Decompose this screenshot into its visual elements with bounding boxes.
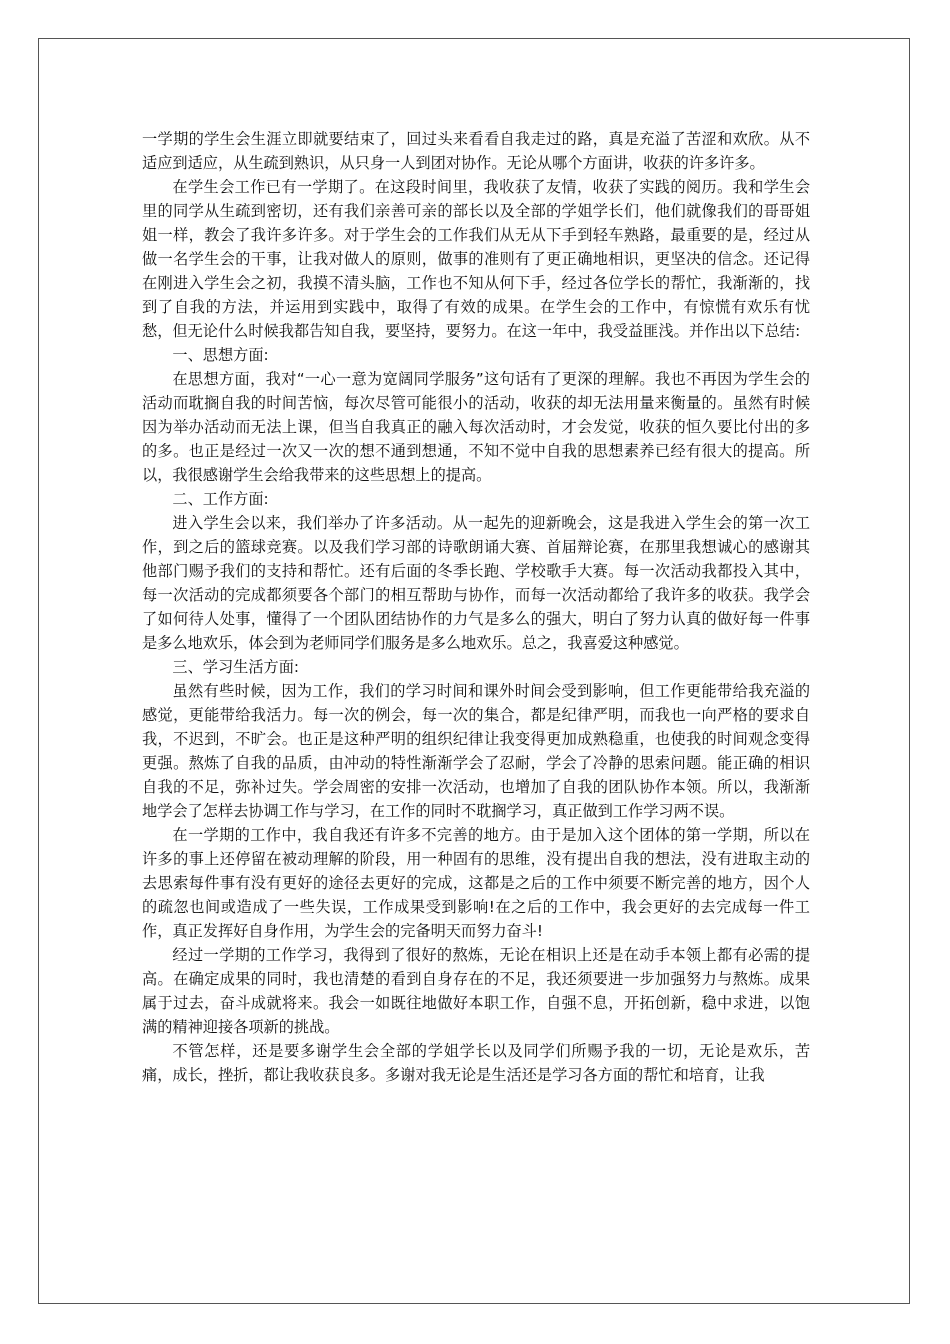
body-paragraph: 经过一学期的工作学习，我得到了很好的熬炼，无论在相识上还是在动手本领上都有必需的提高。在确定成果的同时，我也清楚的看到自身存在的不足，我还须要进一步加强努力与熬炼。成果属于过去，奋斗成就将来。我会一如既往地做好本职工作，自强不息，开拓创新，稳中求进，以饱满的精神迎接各项新的挑战。 bbox=[142, 946, 810, 1036]
section-heading: 二、工作方面: bbox=[172, 490, 269, 508]
section-heading: 三、学习生活方面: bbox=[172, 658, 300, 676]
body-paragraph: 在一学期的工作中，我自我还有许多不完善的地方。由于是加入这个团体的第一学期，所以在许多的事上还停留在被动理解的阶段，用一种固有的思维，没有提出自我的想法，没有进取主动的去思索每件事有没有更好的途径去更好的完成，这都是之后的工作中须要不断完善的地方，因个人的疏忽也间或造成了一些失误，工作成果受到影响!在之后的工作中，我会更好的去完成每一件工作，真正发挥好自身作用，为学生会的完备明天而努力奋斗! bbox=[142, 826, 810, 940]
document-body bbox=[142, 127, 810, 1087]
body-paragraph: 不管怎样，还是要多谢学生会全部的学姐学长以及同学们所赐予我的一切，无论是欢乐，苦痛，成长，挫折，都让我收获良多。多谢对我无论是生活还是学习各方面的帮忙和培育，让我 bbox=[142, 1042, 810, 1084]
body-paragraph: 进入学生会以来，我们举办了许多活动。从一起先的迎新晚会，这是我进入学生会的第一次工作，到之后的篮球竞赛。以及我们学习部的诗歌朗诵大赛、首届辩论赛，在那里我想诚心的感谢其他部门赐予我们的支持和帮忙。还有后面的冬季长跑、学校歌手大赛。每一次活动我都投入其中，每一次活动的完成都须要各个部门的相互帮助与协作，而每一次活动都给了我许多的收获。我学会了如何待人处事，懂得了一个团队团结协作的力气是多么的强大，明白了努力认真的做好每一件事是多么地欢乐，体会到为老师同学们服务是多么地欢乐。总之，我喜爱这种感觉。 bbox=[142, 514, 810, 652]
intro-paragraph: 一学期的学生会生涯立即就要结束了，回过头来看看自我走过的路，真是充溢了苦涩和欢欣。从不适应到适应，从生疏到熟识，从只身一人到团对协作。无论从哪个方面讲，收获的许多许多。 bbox=[142, 130, 810, 172]
body-paragraph: 在学生会工作已有一学期了。在这段时间里，我收获了友情，收获了实践的阅历。我和学生会里的同学从生疏到密切，还有我们亲善可亲的部长以及全部的学姐学长们，他们就像我们的哥哥姐姐一样，教会了我许多许多。对于学生会的工作我们从无从下手到轻车熟路，最重要的是，经过从做一名学生会的干事，让我对做人的原则，做事的准则有了更正确地相识，更坚决的信念。还记得在刚进入学生会之初，我摸不清头脑，工作也不知从何下手，经过各位学长的帮忙，我渐渐的，找到了自我的方法，并运用到实践中，取得了有效的成果。在学生会的工作中，有惊慌有欢乐有忧愁，但无论什么时候我都告知自我，要坚持，要努力。在这一年中，我受益匪浅。并作出以下总结: bbox=[142, 178, 810, 340]
body-paragraph: 在思想方面，我对“一心一意为宽阔同学服务”这句话有了更深的理解。我也不再因为学生会的活动而耽搁自我的时间苦恼，每次尽管可能很小的活动，收获的却无法用量来衡量的。虽然有时候因为举办活动而无法上课，但当自我真正的融入每次活动时，才会发觉，收获的恒久要比付出的多的多。也正是经过一次又一次的想不通到想通，不知不觉中自我的思想素养已经有很大的提高。所以，我很感谢学生会给我带来的这些思想上的提高。 bbox=[142, 370, 810, 484]
section-heading: 一、思想方面: bbox=[172, 346, 269, 364]
body-paragraph: 虽然有些时候，因为工作，我们的学习时间和课外时间会受到影响，但工作更能带给我充溢的感觉，更能带给我活力。每一次的例会，每一次的集合，都是纪律严明，而我也一向严格的要求自我，不迟到，不旷会。也正是这种严明的组织纪律让我变得更加成熟稳重，也使我的时间观念变得更强。熬炼了自我的品质，由冲动的特性渐渐学会了忍耐，学会了冷静的思索问题。能正确的相识自我的不足，弥补过失。学会周密的安排一次活动，也增加了自我的团队协作本领。所以，我渐渐地学会了怎样去协调工作与学习，在工作的同时不耽搁学习，真正做到工作学习两不误。 bbox=[142, 682, 810, 820]
